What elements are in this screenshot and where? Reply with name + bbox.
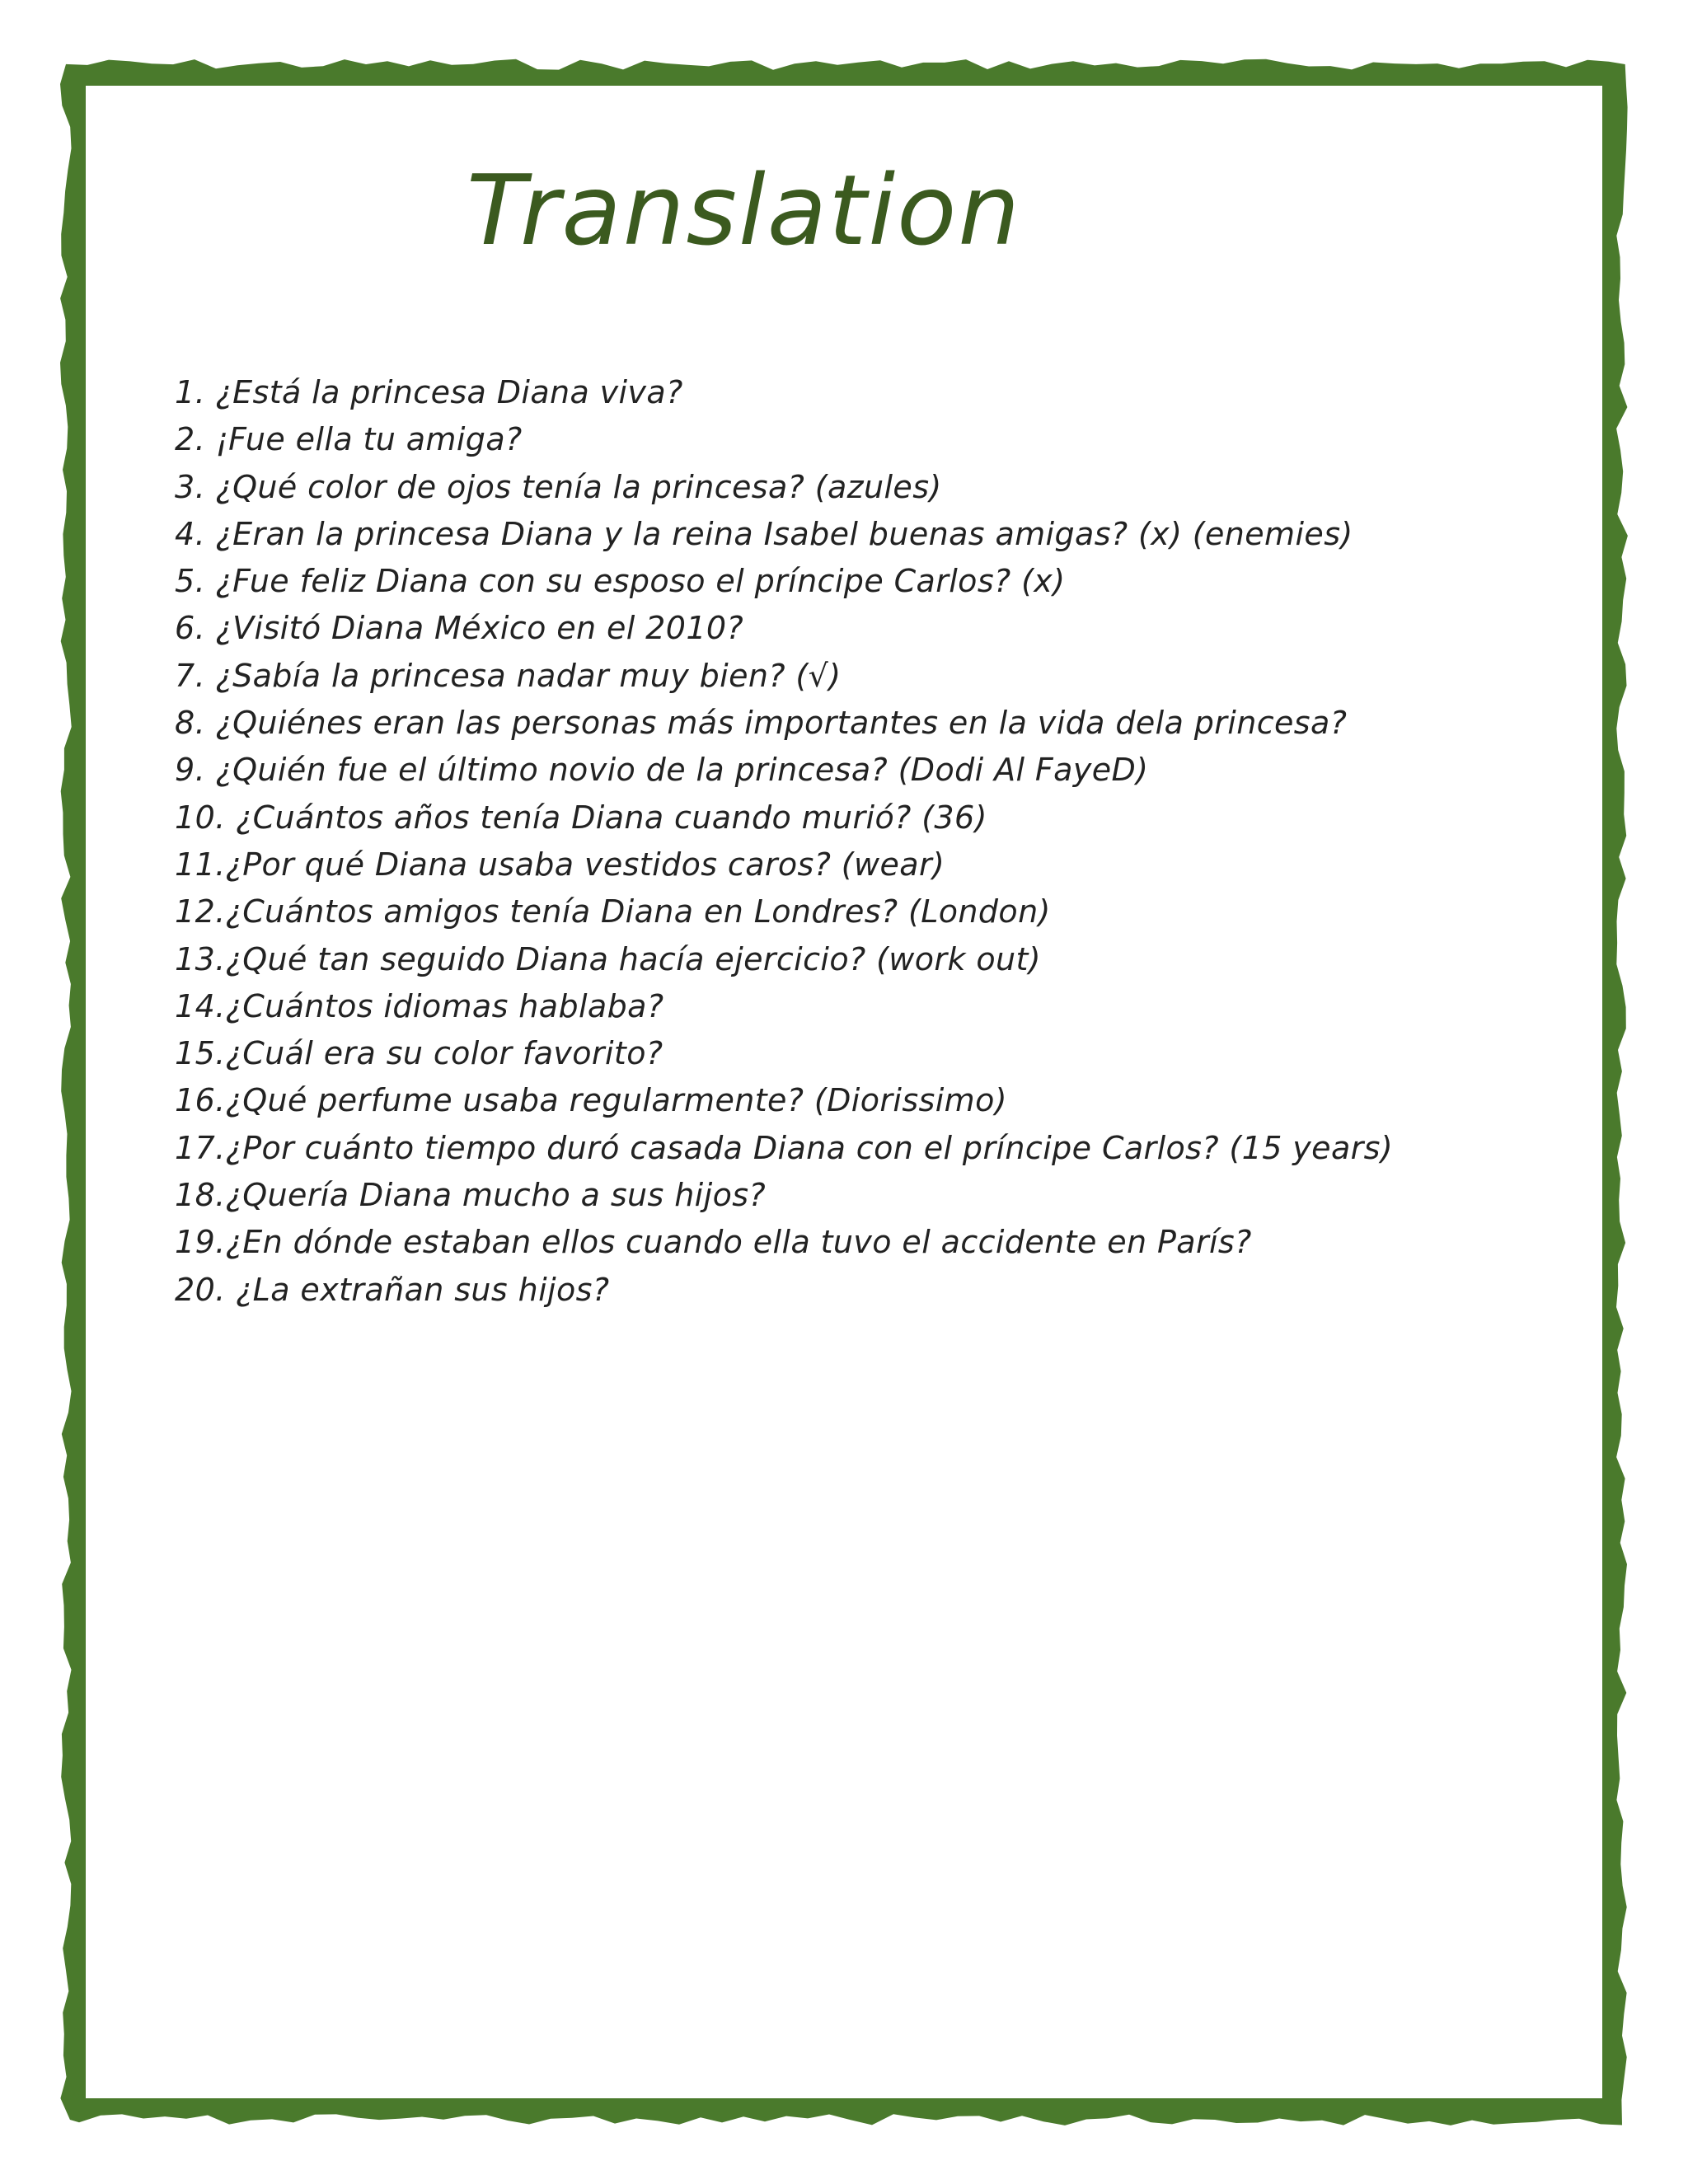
question-item: 20. ¿La extrañan sus hijos?: [175, 1271, 610, 1308]
question-item: 3. ¿Qué color de ojos tenía la princesa? (azules): [175, 468, 942, 505]
question-item: 10. ¿Cuántos años tenía Diana cuando murió? (36): [175, 799, 987, 836]
question-item: 1. ¿Está la princesa Diana viva?: [175, 374, 683, 410]
question-item: 6. ¿Visitó Diana México en el 2010?: [175, 610, 744, 647]
question-item: 4. ¿Eran la princesa Diana y la reina Isabel buenas amigas? (x) (enemies): [175, 515, 1353, 552]
question-item: 12.¿Cuántos amigos tenía Diana en Londres? (London): [175, 893, 1051, 930]
question-item: 16.¿Qué perfume usaba regularmente? (Diorissimo): [175, 1082, 1007, 1119]
question-item: 8. ¿Quiénes eran las personas más importantes en la vida dela princesa?: [175, 705, 1348, 742]
question-item: 5. ¿Fue feliz Diana con su esposo el príncipe Carlos? (x): [175, 563, 1066, 600]
question-item: 2. ¡Fue ella tu amiga?: [175, 421, 523, 458]
question-item: 18.¿Quería Diana mucho a sus hijos?: [175, 1177, 767, 1214]
question-item: 19.¿En dónde estaban ellos cuando ella tuvo el accidente en París?: [175, 1224, 1252, 1261]
question-item: 17.¿Por cuánto tiempo duró casada Diana con el príncipe Carlos? (15 years): [175, 1129, 1394, 1166]
question-item: 7. ¿Sabía la princesa nadar muy bien? (√): [175, 657, 842, 694]
page-title: Translation: [467, 153, 1022, 267]
question-item: 9. ¿Quién fue el último novio de la princesa? (Dodi Al FayeD): [175, 752, 1149, 789]
question-item: 11.¿Por qué Diana usaba vestidos caros? (wear): [175, 846, 945, 883]
question-item: 13.¿Qué tan seguido Diana hacía ejercicio? (work out): [175, 940, 1041, 977]
question-list: [175, 369, 1393, 1314]
question-item: 15.¿Cuál era su color favorito?: [175, 1035, 663, 1072]
question-item: 14.¿Cuántos idiomas hablaba?: [175, 987, 664, 1024]
